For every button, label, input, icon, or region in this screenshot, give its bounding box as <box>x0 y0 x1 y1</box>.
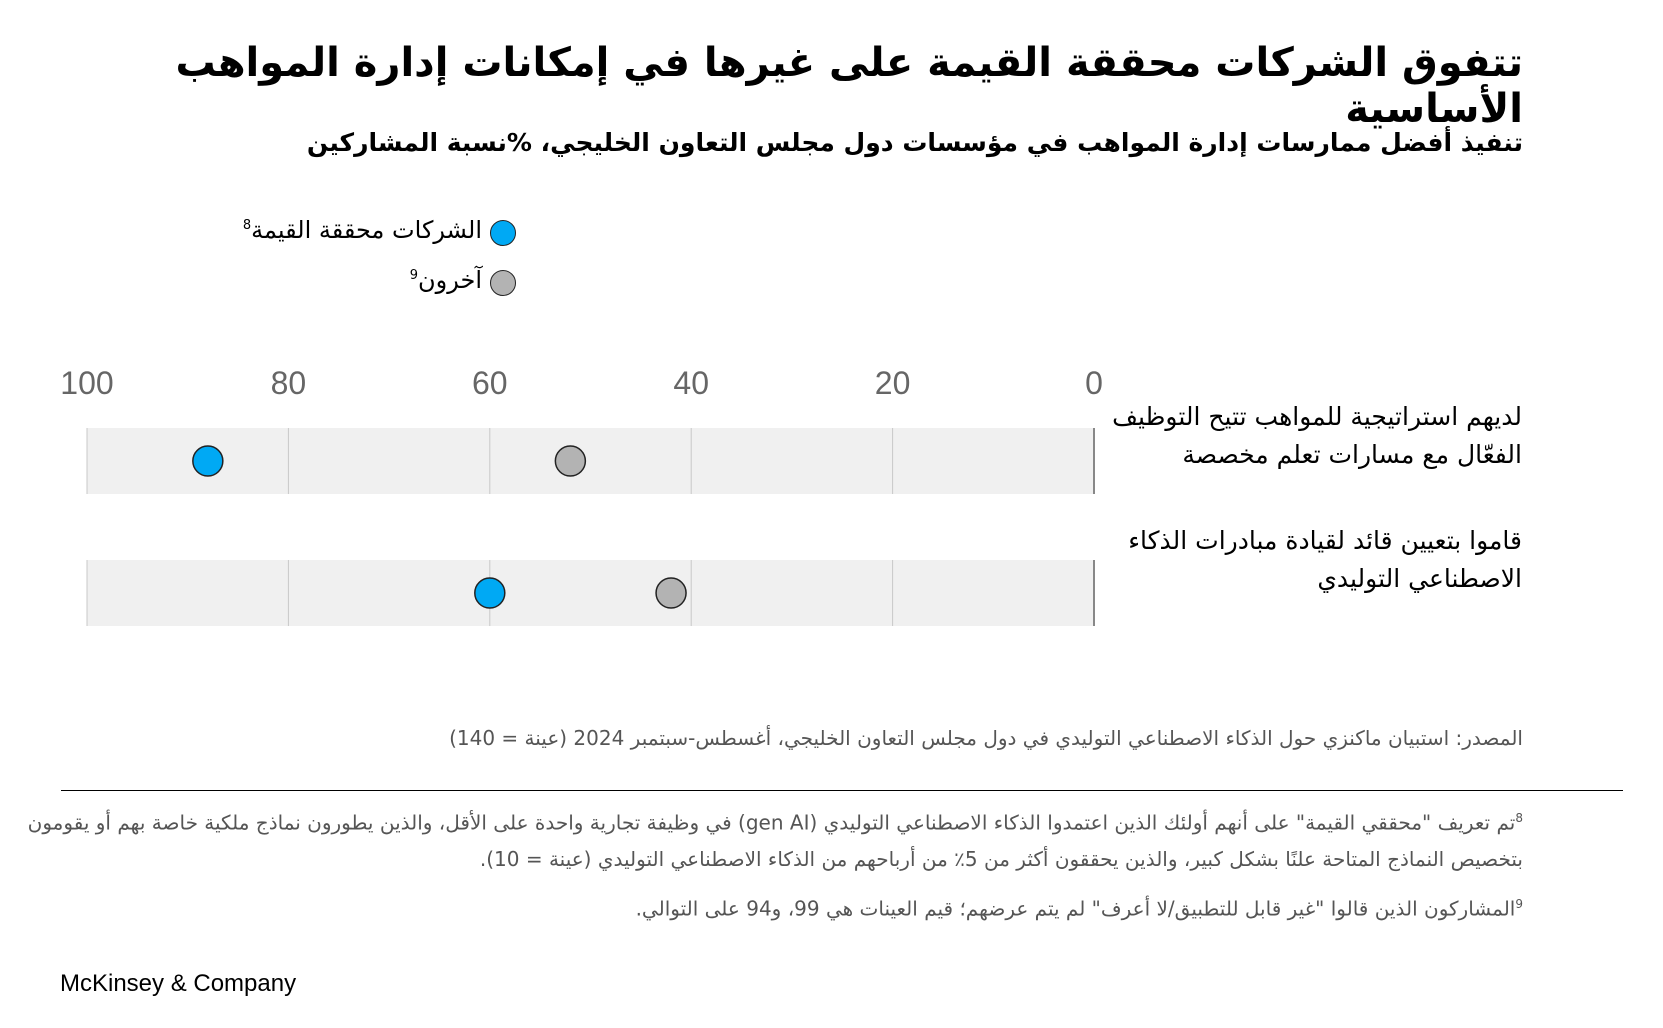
x-tick-label: 80 <box>270 365 307 401</box>
legend <box>190 212 530 312</box>
legend-swatch-value-creators <box>490 220 516 246</box>
x-tick-label: 20 <box>874 365 911 401</box>
legend-swatch-others <box>490 270 516 296</box>
legend-item-value-creators <box>190 212 530 262</box>
source-note: المصدر: استبيان ماكنزي حول الذكاء الاصطناعي التوليدي في دول مجلس التعاون الخليجي، أغسطس-سبتمبر 2024 (عينة = 140) <box>449 726 1523 750</box>
chart-title: تتفوق الشركات محققة القيمة على غيرها في إمكانات إدارة المواهب الأساسية <box>175 40 1523 132</box>
legend-label-others: آخرون$^9$ <box>409 266 482 294</box>
row-label-talent-strategy: لديهم استراتيجية للمواهب تتيح التوظيف الفعّال مع مسارات تعلم مخصصة <box>1112 402 1522 469</box>
brand-logo-text: McKinsey & Company <box>60 970 297 997</box>
x-tick-label: 100 <box>60 365 114 401</box>
x-tick-label: 0 <box>1085 365 1103 401</box>
chart-subtitle: تنفيذ أفضل ممارسات إدارة المواهب في مؤسسات دول مجلس التعاون الخليجي، %نسبة المشاركين <box>306 128 1523 157</box>
x-tick-label: 60 <box>472 365 508 401</box>
dot-others <box>656 578 686 608</box>
row-band <box>87 428 1094 494</box>
legend-label-value-creators: الشركات محققة القيمة$^8$ <box>242 216 482 244</box>
x-tick-label: 40 <box>673 365 709 401</box>
footnote-8: $^8$تم تعريف "محققي القيمة" على أنهم أولئك الذين اعتمدوا الذكاء الاصطناعي التوليدي (gen AI) في وظيفة تجارية واحدة على الأقل، والذين يطورون نماذج ملكية خاصة بهم أو يقومون بتخصيص النماذج المتاحة علنًا بشكل كبير، والذين يحققون أكثر من 5٪ من أرباحهم من الذكاء الاصطناعي التوليدي (عينة = 10). <box>27 810 1523 871</box>
footnote-divider <box>61 790 1623 791</box>
row-label-genai-leader: قاموا بتعيين قائد لقيادة مبادرات الذكاء الاصطناعي التوليدي <box>1128 526 1522 593</box>
dot-others <box>555 446 585 476</box>
footnote-9: $^9$المشاركون الذين قالوا "غير قابل للتطبيق/لا أعرف" لم يتم عرضهم؛ قيم العينات هي 99، و94 على التوالي. <box>635 896 1523 921</box>
row-band <box>87 560 1094 626</box>
dot-value-creators <box>475 578 505 608</box>
dot-value-creators <box>193 446 223 476</box>
legend-item-others <box>190 262 530 312</box>
